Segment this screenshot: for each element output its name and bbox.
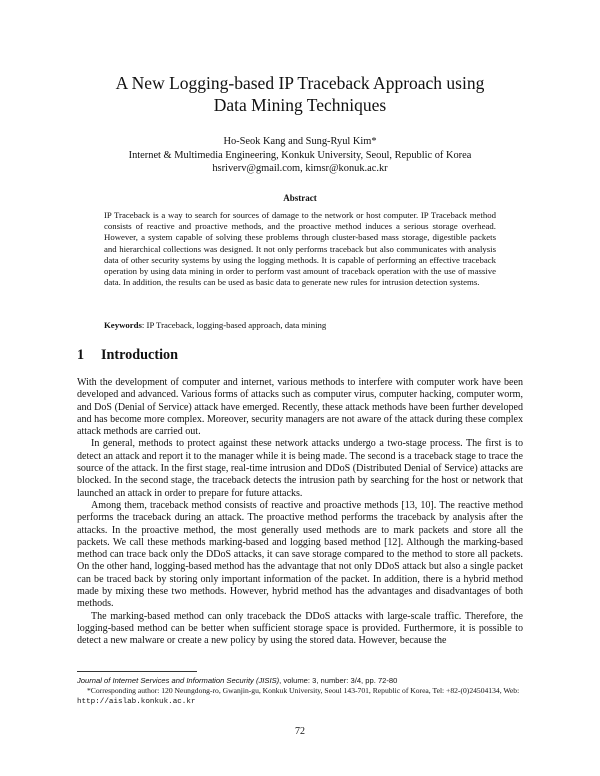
corresponding-text: *Corresponding author: 120 Neungdong-ro, Gwanjin-gu, Konkuk University, Seoul 143-701, Republic of Korea, Tel: +82-(0)24504134, Web: xyxy=(87,686,520,695)
body-text xyxy=(77,377,523,648)
web-link[interactable]: http://aislab.konkuk.ac.kr xyxy=(77,698,196,706)
title-line-2: Data Mining Techniques xyxy=(213,95,387,115)
author-block xyxy=(60,135,540,176)
footnote-journal-line xyxy=(77,676,523,686)
section-number: 1 xyxy=(77,347,85,363)
keywords xyxy=(104,320,496,331)
title-line-1: A New Logging-based IP Traceback Approach using xyxy=(115,73,485,93)
paragraph: With the development of computer and internet, various methods to interfere with computer work have been developed and advanced. Various forms of attacks such as computer virus, computer hacking, computer worm, and DoS (Denial of Service) attack have emerged. Recently, these attack methods have been further developed and has become more complex. Moreover, security managers are not aware of the attack during these complex attack methods are carried out. xyxy=(77,377,523,438)
paragraph: In general, methods to protect against these network attacks undergo a two-stage process. The first is to detect an attack and report it to the manager while it is being made. The second is a traceback stage to trace the source of the attack. In the first stage, real-time intrusion and DDoS (Distributed Denial of Service) attacks are blocked. In the second stage, the traceback detects the intrusion path by searching for the host or network that launched an attack in order to prepare for future attacks. xyxy=(77,438,523,499)
page-number: 72 xyxy=(295,726,305,737)
journal-name: Journal of Internet Services and Information Security (JISIS) xyxy=(77,676,280,685)
journal-details: , volume: 3, number: 3/4, pp. 72-80 xyxy=(279,676,398,685)
paragraph: The marking-based method can only traceback the DDoS attacks with large-scale traffic. Therefore, the logging-based method can be better when sufficient storage space is provided. Furthermore, it is possible to detect a new malware or create a new policy by using the stored data. However, because the xyxy=(77,610,523,647)
author-emails: hsriverv@gmail.com, kimsr@konuk.ac.kr xyxy=(212,163,388,174)
paper-title xyxy=(60,72,540,116)
author-names: Ho-Seok Kang and Sung-Ryul Kim* xyxy=(223,136,377,147)
footnote-corresponding xyxy=(77,686,523,707)
section-heading xyxy=(77,347,178,364)
author-affiliation: Internet & Multimedia Engineering, Konkuk University, Seoul, Republic of Korea xyxy=(128,149,472,161)
section-title: Introduction xyxy=(101,347,178,363)
paragraph: Among them, traceback method consists of reactive and proactive methods [13, 10]. The reactive method performs the traceback during an attack. The proactive method performs the traceback by analysis after the attacks. In the proactive method, the most generally used methods are to mark packets and store all the packets. We call these methods marking-based and logging based method [12]. Although the marking-based method can trace back only the DDoS attacks, it can save storage compared to the method to store all packets. On the other hand, logging-based method has the advantage that not only DDoS attack but also a single packet can be traced back by storing only important information of the packet. In addition, there is a hybrid method made by mixing these two methods. However, hybrid method has the advantages and disadvantages of both methods. xyxy=(77,499,523,610)
abstract-text: IP Traceback is a way to search for sources of damage to the network or host computer. IP Traceback method consists of reactive and proactive methods, and the proactive method induces a serious storage overhead. However, a system capable of solving these problems through cluster-based mass storage, digestible packets and hierarchical collections was designed. It not only performs traceback but also communicates with analysis data of other security systems by using the logging methods. It is capable of performing an effective traceback operation by using data mining in order to perform vast amount of traceback operation with the use of massive data. In addition, the results can be used as basic data to generate new rules for intrusion detection systems. xyxy=(104,210,496,288)
keywords-text: : IP Traceback, logging-based approach, data mining xyxy=(141,320,327,330)
abstract-heading: Abstract xyxy=(283,193,317,203)
footnotes xyxy=(77,676,523,707)
footnote-rule xyxy=(77,671,197,672)
keywords-label: Keywords xyxy=(104,320,142,330)
